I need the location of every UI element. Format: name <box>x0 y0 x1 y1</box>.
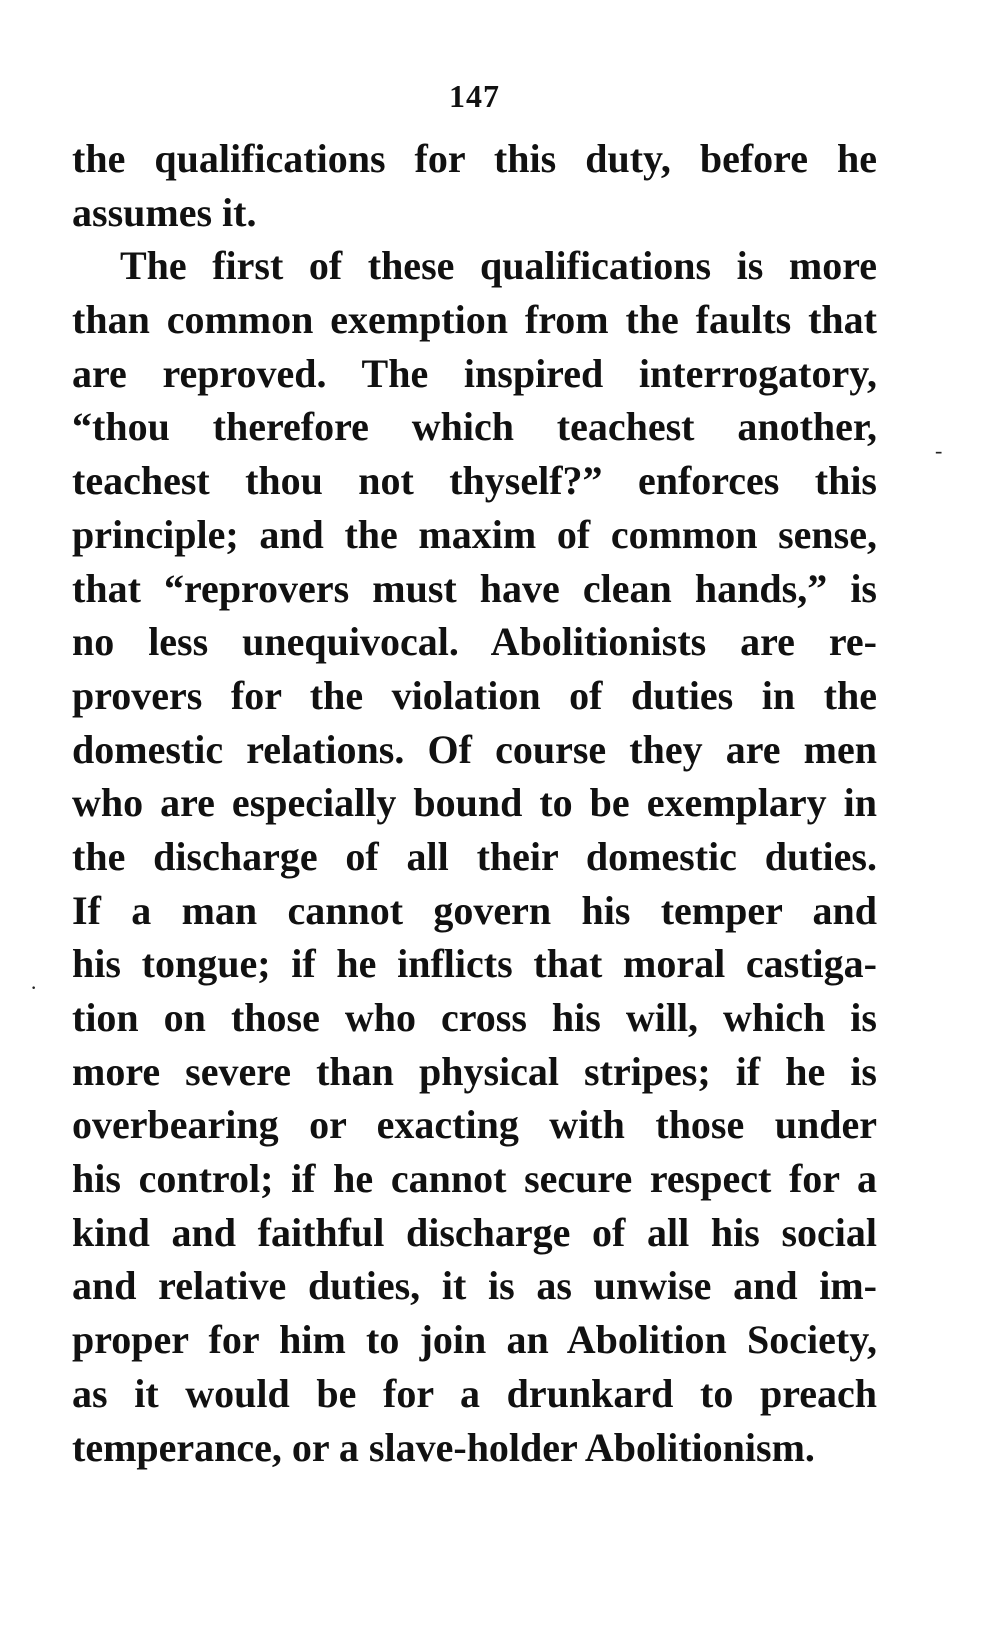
text-line: The first of these qualifications is more <box>120 243 877 289</box>
text-line: If a man cannot govern his temper and <box>72 887 877 933</box>
text-line: domestic relations. Of course they are men <box>72 726 877 772</box>
stray-mark: - <box>935 438 943 463</box>
text-line: his control; if he cannot secure respect for a <box>72 1156 877 1202</box>
text-line: his tongue; if he inflicts that moral castiga- <box>72 941 877 987</box>
text-line: “thou therefore which teachest another, <box>72 404 877 450</box>
text-line: more severe than physical stripes; if he is <box>72 1048 877 1094</box>
text-line: assumes it. <box>72 189 257 235</box>
text-line: kind and faithful discharge of all his social <box>72 1209 877 1255</box>
text-line: overbearing or exacting with those under <box>72 1102 877 1148</box>
text-line: the discharge of all their domestic duties. <box>72 833 877 879</box>
text-line: teachest thou not thyself?” enforces this <box>72 458 877 504</box>
stray-mark: · <box>30 975 38 1000</box>
book-page <box>72 60 877 1580</box>
text-line: principle; and the maxim of common sense, <box>72 511 877 557</box>
body-text <box>72 132 877 1474</box>
text-line: are reproved. The inspired interrogatory, <box>72 350 877 396</box>
text-line: tion on those who cross his will, which is <box>72 995 877 1040</box>
text-line: and relative duties, it is as unwise and im- <box>72 1263 877 1309</box>
text-line: the qualifications for this duty, before he <box>72 136 877 181</box>
text-line: as it would be for a drunkard to preach <box>72 1370 877 1416</box>
text-line: temperance, or a slave-holder Abolitionism. <box>72 1424 815 1470</box>
text-line: proper for him to join an Abolition Society, <box>72 1317 877 1363</box>
page-number: 147 <box>449 78 500 114</box>
text-line: provers for the violation of duties in the <box>72 672 877 718</box>
text-line: who are especially bound to be exemplary in <box>72 780 877 826</box>
text-line: no less unequivocal. Abolitionists are re- <box>72 619 877 665</box>
text-line: that “reprovers must have clean hands,” is <box>72 565 877 611</box>
text-line: than common exemption from the faults that <box>72 297 877 343</box>
